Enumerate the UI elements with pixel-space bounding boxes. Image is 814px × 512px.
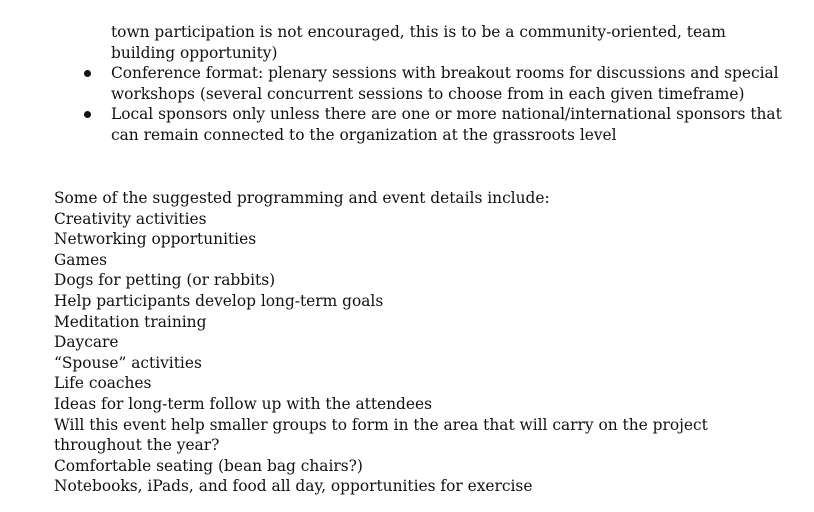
bullet-icon — [84, 111, 91, 118]
list-item: Ideas for long-term follow up with the attendees — [54, 394, 433, 413]
list-item: Comfortable seating (bean bag chairs?) — [54, 456, 363, 475]
bullet-text: Local sponsors only unless there are one or more national/international sponsors that can remain connected to the organization at the grassroots level — [111, 105, 782, 144]
bullet-list — [82, 22, 782, 146]
list-item: Notebooks, iPads, and food all day, opportunities for exercise — [54, 477, 533, 496]
section-intro — [54, 188, 754, 209]
list-item: Meditation training — [54, 312, 207, 331]
list-item: Life coaches — [54, 374, 152, 393]
list-item: “Spouse” activities — [54, 353, 202, 372]
bullet-item-conference-format — [82, 63, 782, 104]
list-item: Will this event help smaller groups to form in the area that will carry on the project throughout the year? — [54, 415, 708, 455]
programming-details — [54, 188, 754, 497]
bullet-text: Conference format: plenary sessions with breakout rooms for discussions and special workshops (several concurrent sessions to choose from in each given timeframe) — [111, 64, 779, 103]
list-item: Help participants develop long-term goals — [54, 291, 384, 310]
list-item: Games — [54, 250, 108, 269]
list-item: Daycare — [54, 333, 119, 352]
bullet-item-local-sponsors — [82, 104, 782, 145]
intro-text: Some of the suggested programming and event details include: — [54, 189, 550, 207]
list-item: Creativity activities — [54, 209, 207, 228]
bullet-icon — [84, 70, 91, 77]
bullet-text: town participation is not encouraged, this is to be a community-oriented, team building opportunity) — [111, 23, 726, 62]
list-item: Dogs for petting (or rabbits) — [54, 271, 276, 290]
bullet-item-continuation — [82, 22, 782, 63]
list-item: Networking opportunities — [54, 230, 257, 249]
